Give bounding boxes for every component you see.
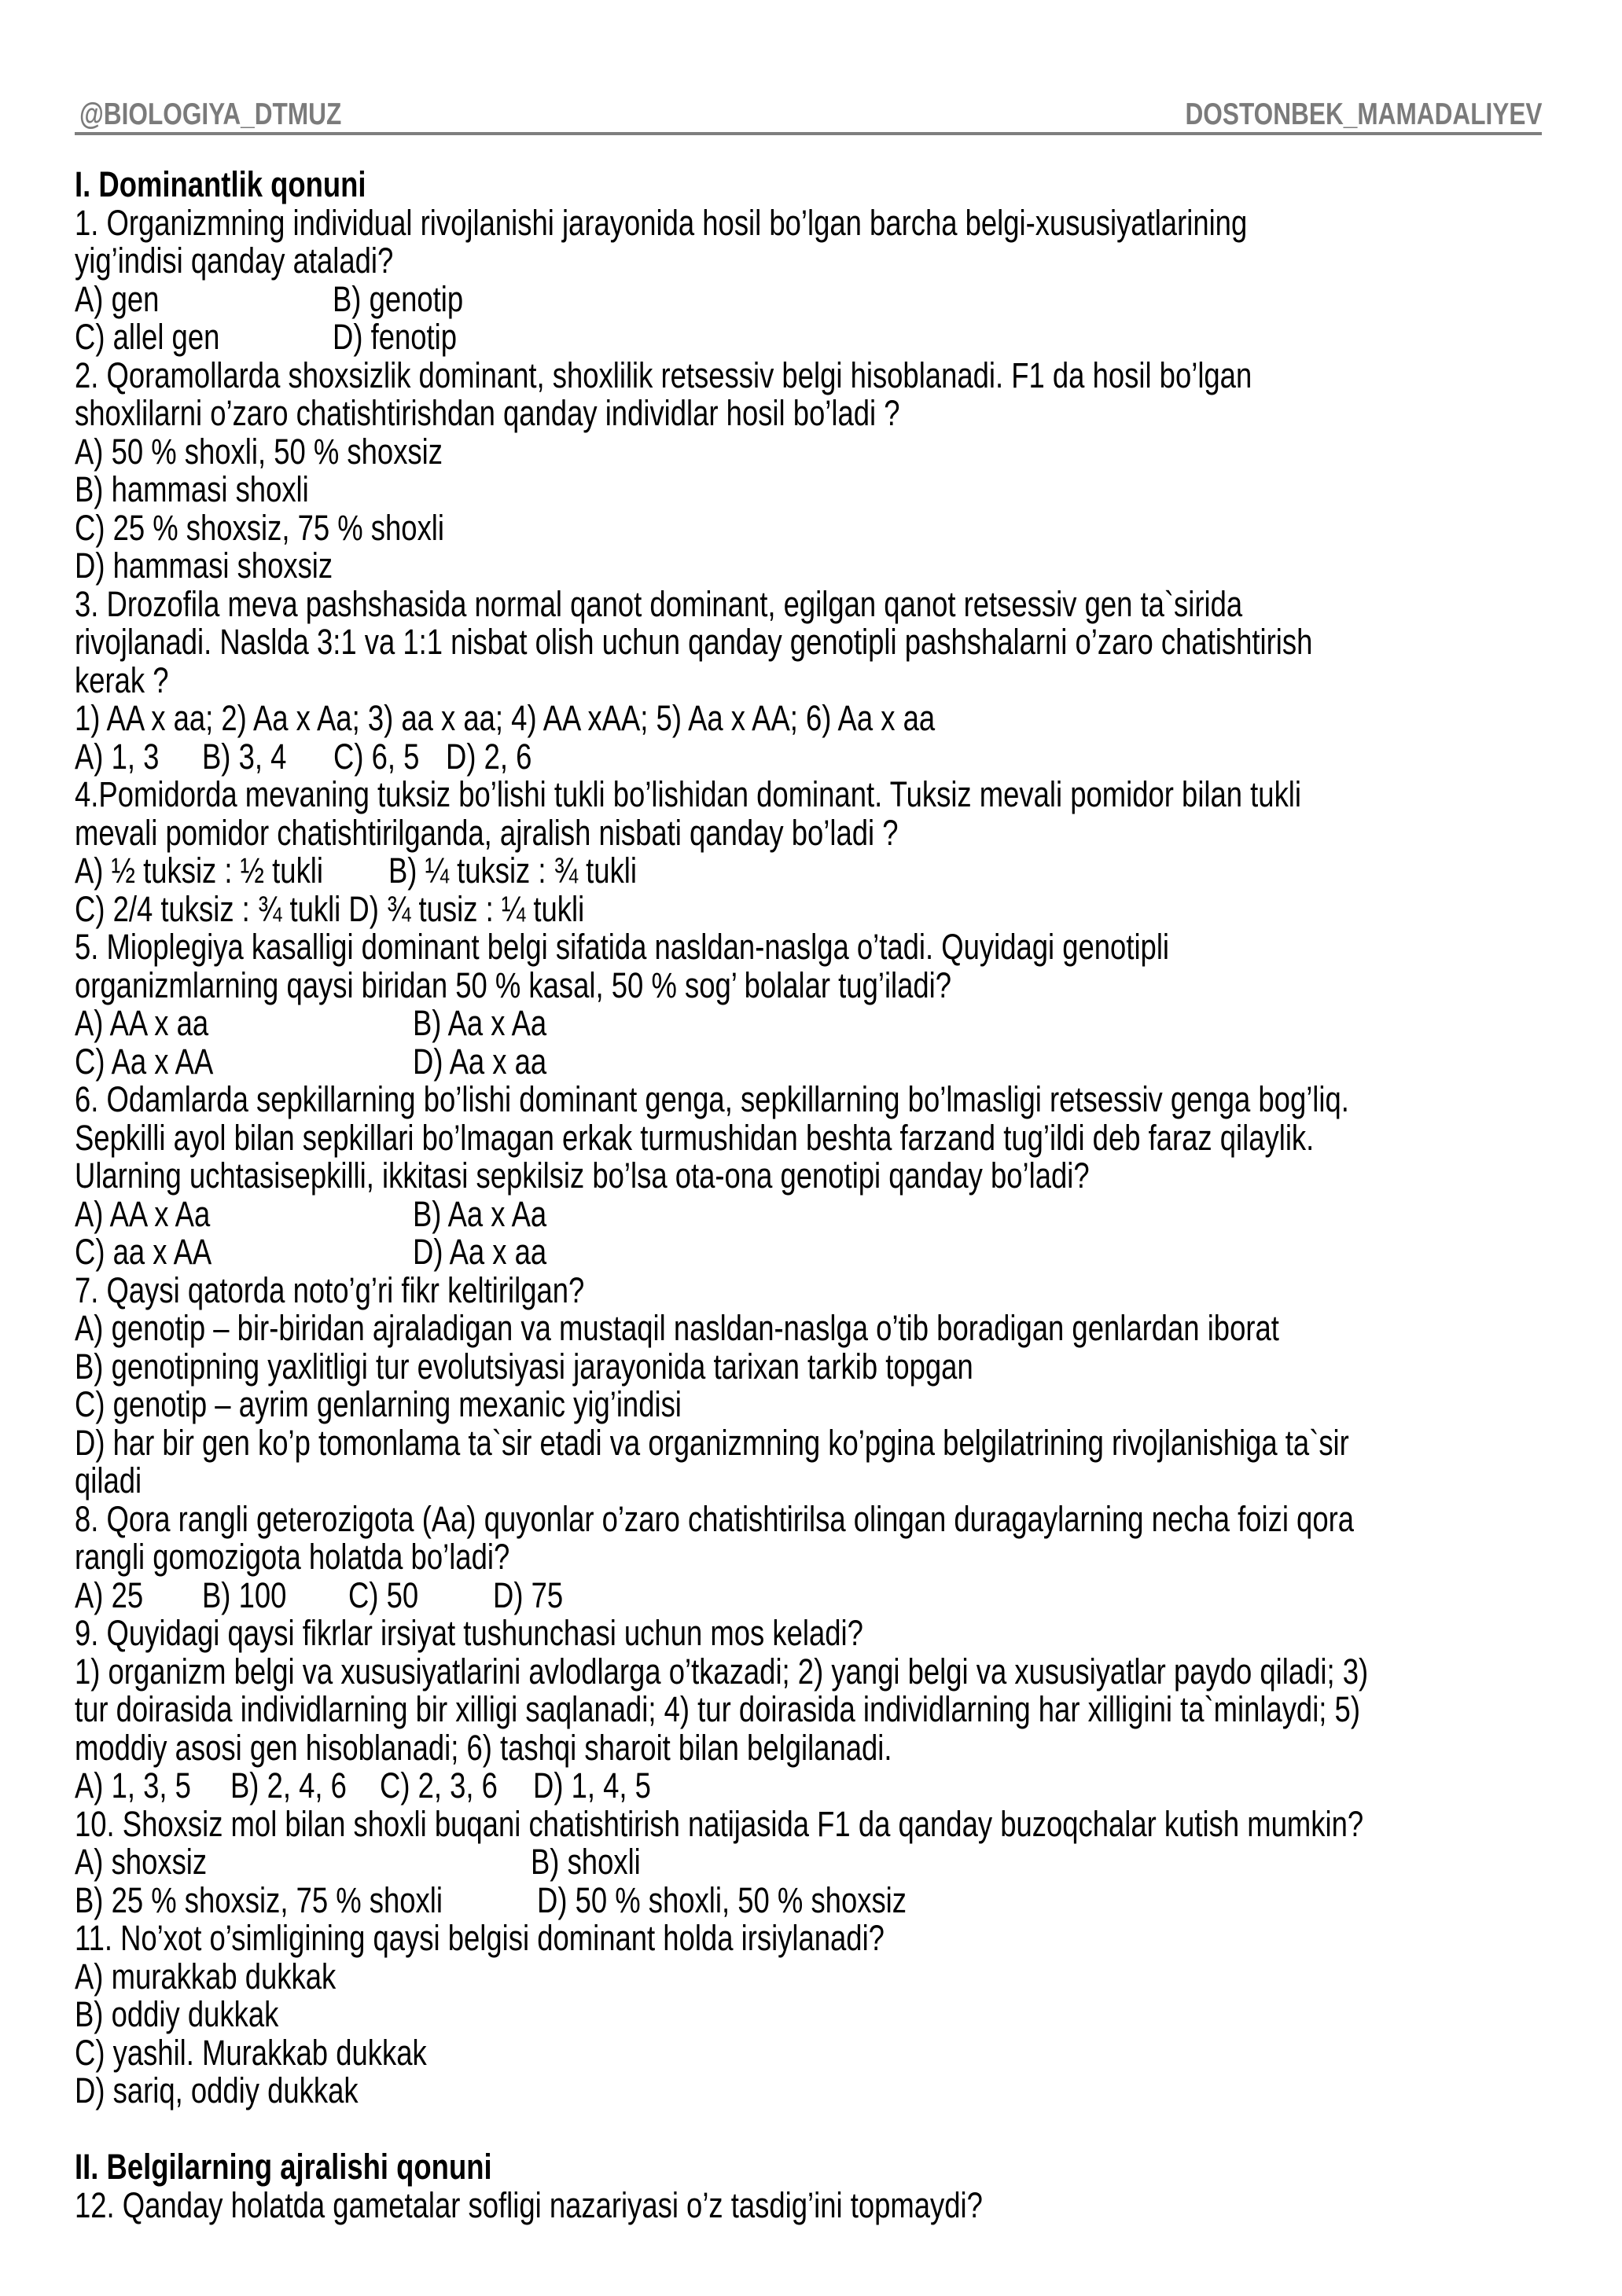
text-segment: 1. Organizmning individual rivojlanishi jarayonida hosil bo’lgan barcha belgi-xususiyatlarining bbox=[75, 202, 1248, 243]
text-segment: B) genotip bbox=[333, 278, 464, 319]
text-line bbox=[75, 318, 1616, 357]
text-line bbox=[75, 1193, 1616, 1234]
text-line bbox=[75, 357, 1616, 395]
text-line bbox=[75, 1157, 1616, 1196]
text-segment: D) hammasi shoxsiz bbox=[75, 546, 333, 586]
text-segment: A) 50 % shoxli, 50 % shoxsiz bbox=[75, 431, 443, 472]
text-segment: moddiy asosi gen hisoblanadi; 6) tashqi sharoit bilan belgilanadi. bbox=[75, 1727, 892, 1768]
text-segment: 3. Drozofila meva pashshasida normal qanot dominant, egilgan qanot retsessiv gen ta`sirida bbox=[75, 583, 1243, 624]
text-line bbox=[75, 242, 1616, 281]
text-segment: mevali pomidor chatishtirilganda, ajralish nisbati qanday bo’ladi ? bbox=[75, 812, 899, 853]
text-line bbox=[75, 964, 1616, 1005]
text-segment: D) fenotip bbox=[333, 317, 458, 357]
text-segment: B) 3, 4 bbox=[202, 736, 287, 777]
page-header bbox=[75, 97, 1542, 134]
text-line bbox=[75, 1386, 1616, 1424]
text-line bbox=[75, 659, 1616, 700]
text-line bbox=[75, 1919, 1616, 1958]
text-segment: D) sariq, oddiy dukkak bbox=[75, 2070, 359, 2110]
text-segment: A) genotip – bir-biridan ajraladigan va mustaqil nasldan-naslga o’tib boradigan genlardan iborat bbox=[75, 1308, 1279, 1348]
text-segment: D) 50 % shoxli, 50 % shoxsiz bbox=[537, 1879, 907, 1920]
text-segment: A) 25 bbox=[75, 1574, 144, 1615]
text-segment: D) Aa x aa bbox=[413, 1232, 547, 1272]
text-segment: C) 25 % shoxsiz, 75 % shoxli bbox=[75, 507, 444, 548]
text-segment: D) 2, 6 bbox=[446, 736, 532, 777]
text-segment: B) 100 bbox=[202, 1574, 287, 1615]
text-segment: B) shoxli bbox=[531, 1842, 641, 1882]
text-line bbox=[75, 1269, 1616, 1310]
text-line bbox=[75, 547, 1616, 586]
text-line bbox=[75, 928, 1616, 967]
text-segment: C) 6, 5 bbox=[333, 736, 420, 777]
text-segment: I. Dominantlik qonuni bbox=[75, 164, 366, 204]
text-line bbox=[75, 1729, 1616, 1768]
text-segment: Sepkilli ayol bilan sepkillari bo’lmagan erkak turmushidan beshta farzand tug’ildi deb faraz qilaylik. bbox=[75, 1117, 1315, 1158]
text-segment: Ularning uchtasisepkilli, ikkitasi sepkilsiz bo’lsa ota-ona genotipi qanday bo’ladi? bbox=[75, 1155, 1090, 1196]
text-line bbox=[75, 2184, 1616, 2225]
text-segment: C) 50 bbox=[348, 1574, 419, 1615]
text-line bbox=[75, 2072, 1616, 2110]
text-line bbox=[75, 1803, 1616, 1844]
text-line bbox=[75, 1574, 1616, 1615]
text-segment: B) genotipning yaxlitligi tur evolutsiyasi jarayonida tarixan tarkib topgan bbox=[75, 1346, 973, 1387]
text-segment: B) ¼ tuksiz : ¾ tukli bbox=[388, 850, 638, 891]
text-segment: yig’indisi qanday ataladi? bbox=[75, 241, 394, 281]
text-line bbox=[75, 509, 1616, 548]
text-segment: 10. Shoxsiz mol bilan shoxli buqani chatishtirish natijasida F1 da qanday buzoqchalar kutish mumkin? bbox=[75, 1803, 1364, 1844]
text-line bbox=[75, 1538, 1616, 1577]
text-line bbox=[75, 738, 1616, 777]
text-segment: C) 2/4 tuksiz : ¾ tukli D) ¾ tusiz : ¼ tukli bbox=[75, 888, 585, 929]
section-heading bbox=[75, 166, 1616, 204]
header-author-name: DOSTONBEK_MAMADALIYEV bbox=[1184, 97, 1542, 131]
text-segment: 12. Qanday holatda gametalar sofligi nazariyasi o’z tasdig’ini topmaydi? bbox=[75, 2184, 983, 2225]
text-segment: A) gen bbox=[75, 278, 160, 319]
text-segment: 1) organizm belgi va xususiyatlarini avlodlarga o’tkazadi; 2) yangi belgi va xususiyatlar paydo qiladi; 3) bbox=[75, 1651, 1369, 1692]
text-segment: 8. Qora rangli geterozigota (Aa) quyonlar o’zaro chatishtirilsa olingan duragaylarning necha foizi qora bbox=[75, 1498, 1355, 1539]
text-segment: D) Aa x aa bbox=[413, 1041, 547, 1082]
text-line bbox=[75, 204, 1616, 243]
text-line bbox=[75, 1043, 1616, 1082]
text-segment: shoxlilarni o’zaro chatishtirishdan qanday individlar hosil bo’ladi ? bbox=[75, 393, 900, 433]
text-segment: rivojlanadi. Naslda 3:1 va 1:1 nisbat olish uchun qanday genotipli pashshalarni o’zaro chatishtirish bbox=[75, 622, 1313, 662]
text-segment: D) 75 bbox=[493, 1574, 564, 1615]
text-segment: C) allel gen bbox=[75, 317, 220, 357]
text-segment: 9. Quyidagi qaysi fikrlar irsiyat tushunchasi uchun mos keladi? bbox=[75, 1613, 863, 1653]
text-segment: C) Aa x AA bbox=[75, 1041, 214, 1082]
text-line bbox=[75, 1843, 1616, 1882]
text-line bbox=[75, 395, 1616, 433]
text-segment: C) yashil. Murakkab dukkak bbox=[75, 2032, 427, 2073]
text-line bbox=[75, 1958, 1616, 1997]
text-line bbox=[75, 1081, 1616, 1119]
text-segment: B) 25 % shoxsiz, 75 % shoxli bbox=[75, 1879, 443, 1920]
text-line bbox=[75, 1462, 1616, 1501]
text-line bbox=[75, 1615, 1616, 1653]
text-line bbox=[75, 278, 1616, 319]
text-line bbox=[75, 1653, 1616, 1692]
header-underline bbox=[75, 132, 1542, 135]
text-segment: D) 1, 4, 5 bbox=[533, 1765, 651, 1806]
text-segment: 2. Qoramollarda shoxsizlik dominant, shoxlilik retsessiv belgi hisoblanadi. F1 da hosil bo’lgan bbox=[75, 355, 1252, 395]
text-line bbox=[75, 1879, 1616, 1920]
text-line bbox=[75, 1310, 1616, 1348]
text-segment: 7. Qaysi qatorda noto’g’ri fikr keltirilgan? bbox=[75, 1269, 585, 1310]
blank-line bbox=[75, 2110, 1616, 2149]
text-segment: kerak ? bbox=[75, 659, 169, 700]
text-segment: 1) AA x aa; 2) Aa x Aa; 3) aa x aa; 4) AA xAA; 5) Aa x AA; 6) Aa x aa bbox=[75, 698, 936, 738]
text-segment: tur doirasida individlarning bir xilligi saqlanadi; 4) tur doirasida individlarning har xilligini ta`minlaydi; 5) bbox=[75, 1689, 1360, 1729]
text-line bbox=[75, 1424, 1616, 1463]
text-segment: A) 1, 3 bbox=[75, 736, 160, 777]
text-segment: B) oddiy dukkak bbox=[75, 1994, 279, 2034]
section-heading bbox=[75, 2148, 1616, 2187]
text-line bbox=[75, 1996, 1616, 2034]
text-segment: A) shoxsiz bbox=[75, 1842, 208, 1882]
text-line bbox=[75, 1767, 1616, 1806]
text-segment: qiladi bbox=[75, 1460, 142, 1501]
header-channel-name: @BIOLOGIYA_DTMUZ bbox=[79, 97, 342, 131]
text-segment: B) hammasi shoxli bbox=[75, 469, 309, 509]
text-line bbox=[75, 2034, 1616, 2073]
text-line bbox=[75, 1119, 1616, 1158]
text-segment: A) 1, 3, 5 bbox=[75, 1765, 191, 1806]
text-line bbox=[75, 814, 1616, 853]
document-body bbox=[75, 166, 1616, 2224]
text-segment: organizmlarning qaysi biridan 50 % kasal, 50 % sog’ bolalar tug’iladi? bbox=[75, 964, 952, 1005]
text-line bbox=[75, 776, 1616, 814]
text-line bbox=[75, 888, 1616, 929]
text-segment: C) aa x AA bbox=[75, 1232, 212, 1272]
text-line bbox=[75, 433, 1616, 472]
text-line bbox=[75, 1691, 1616, 1729]
text-segment: C) 2, 3, 6 bbox=[380, 1765, 498, 1806]
text-segment: B) 2, 4, 6 bbox=[230, 1765, 347, 1806]
text-segment: 4.Pomidorda mevaning tuksiz bo’lishi tukli bo’lishidan dominant. Tuksiz mevali pomidor bilan tukli bbox=[75, 774, 1302, 814]
text-line bbox=[75, 852, 1616, 891]
text-segment: B) Aa x Aa bbox=[413, 1193, 547, 1234]
text-line bbox=[75, 623, 1616, 662]
text-line bbox=[75, 471, 1616, 509]
text-line bbox=[75, 1348, 1616, 1387]
text-line bbox=[75, 583, 1616, 624]
text-segment: II. Belgilarning ajralishi qonuni bbox=[75, 2147, 492, 2187]
text-segment: A) ½ tuksiz : ½ tukli bbox=[75, 850, 324, 891]
text-line bbox=[75, 1498, 1616, 1539]
text-segment: 5. Mioplegiya kasalligi dominant belgi sifatida nasldan-naslga o’tadi. Quyidagi genotipli bbox=[75, 927, 1170, 967]
text-segment: 11. No’xot o’simligining qaysi belgisi dominant holda irsiylanadi? bbox=[75, 1918, 885, 1958]
text-line bbox=[75, 700, 1616, 738]
text-line bbox=[75, 1233, 1616, 1272]
text-segment: 6. Odamlarda sepkillarning bo’lishi dominant genga, sepkillarning bo’lmasligi retsessiv genga bog’liq. bbox=[75, 1079, 1349, 1119]
text-segment: A) AA x Aa bbox=[75, 1193, 211, 1234]
text-segment: B) Aa x Aa bbox=[413, 1003, 547, 1043]
text-segment: C) genotip – ayrim genlarning mexanic yig’indisi bbox=[75, 1384, 682, 1424]
text-line bbox=[75, 1005, 1616, 1043]
text-segment: A) murakkab dukkak bbox=[75, 1956, 337, 1997]
text-segment: A) AA x aa bbox=[75, 1003, 209, 1043]
text-segment: rangli gomozigota holatda bo’ladi? bbox=[75, 1537, 510, 1577]
text-segment: D) har bir gen ko’p tomonlama ta`sir etadi va organizmning ko’pgina belgilatrining rivojlanishiga ta`sir bbox=[75, 1422, 1349, 1463]
